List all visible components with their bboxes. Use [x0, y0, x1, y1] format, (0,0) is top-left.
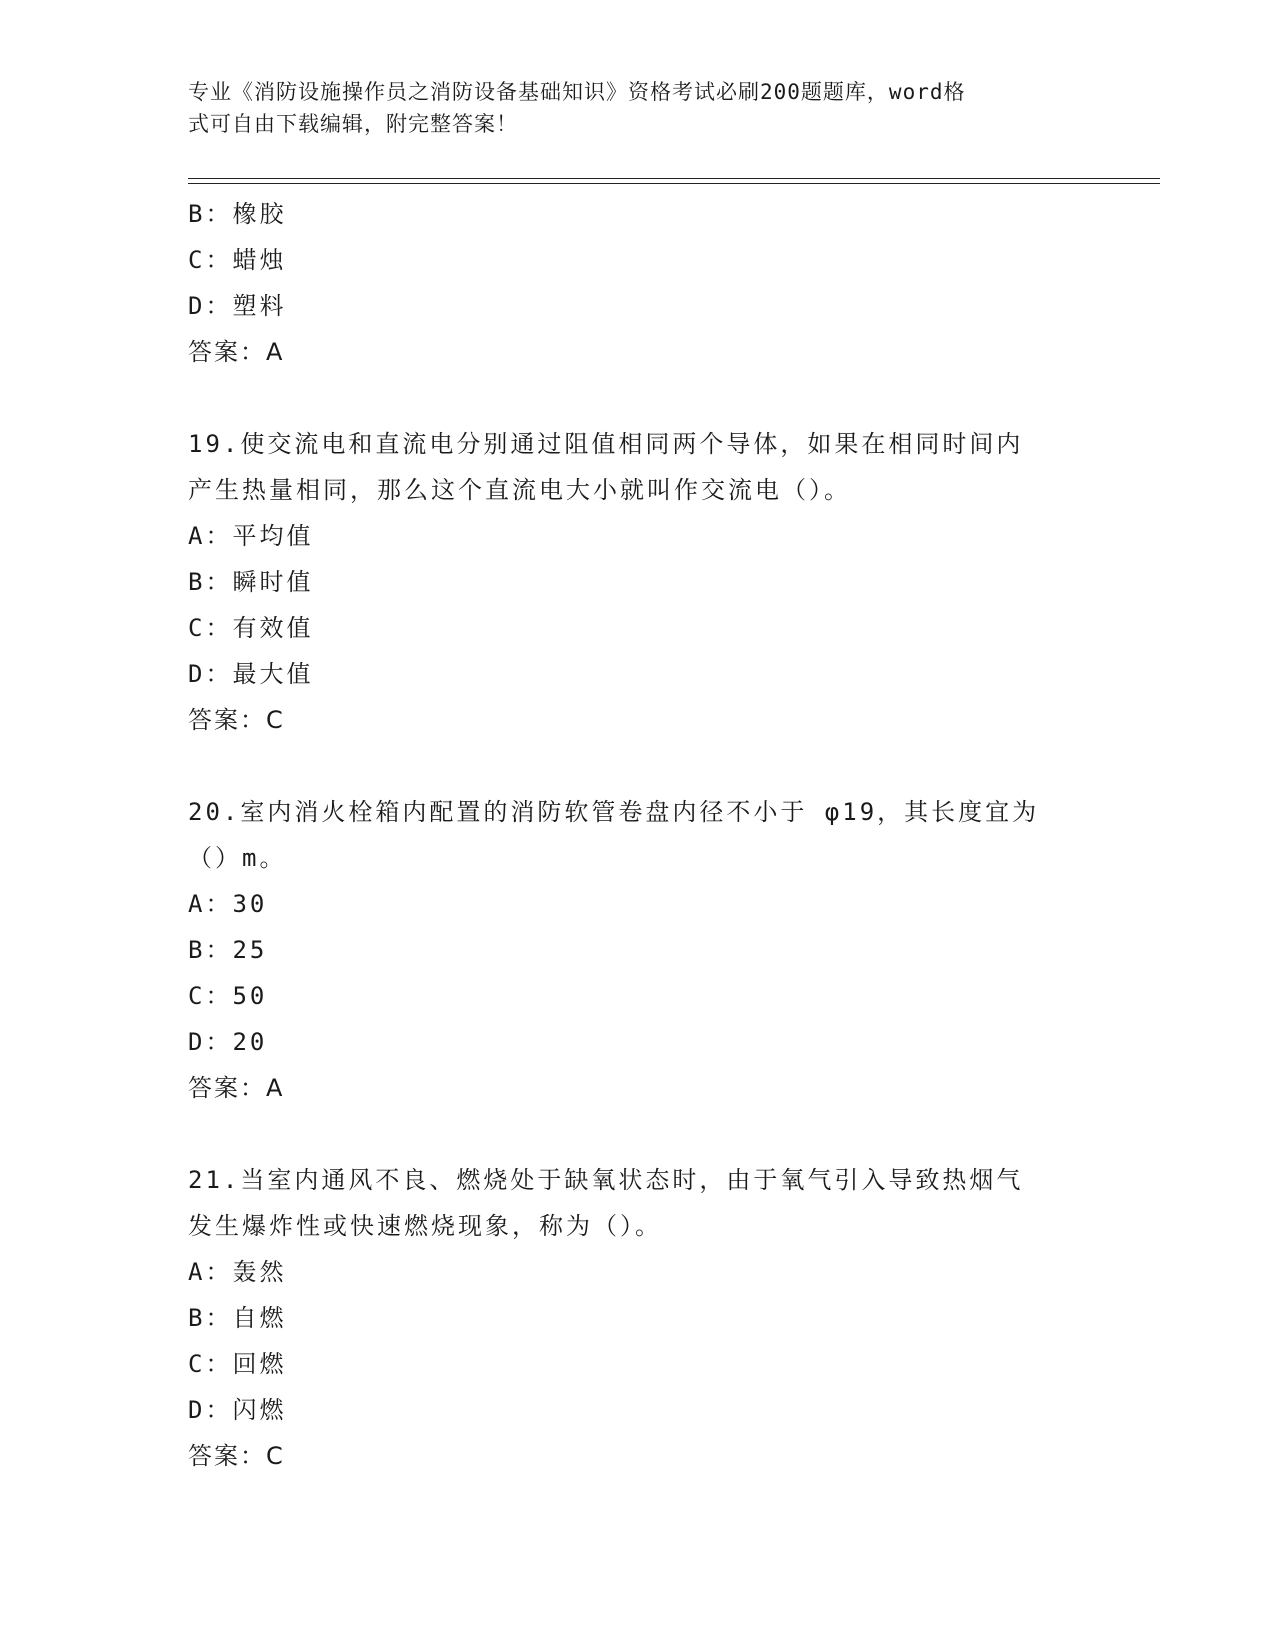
question-list: [188, 191, 1088, 1479]
option-c: C：蜡烛: [188, 246, 287, 274]
question-stem-line-2: 产生热量相同，那么这个直流电大小就叫作交流电（）。: [188, 476, 851, 504]
question-19: [188, 421, 1088, 743]
document-header: [188, 76, 1068, 140]
header-line-1: 专业《消防设施操作员之消防设备基础知识》资格考试必刷200题题库，word格: [188, 80, 966, 104]
spacer: [188, 1111, 1088, 1157]
header-divider-top: [188, 178, 1160, 179]
option-b: B：橡胶: [188, 200, 287, 228]
option-d: D：塑料: [188, 292, 287, 320]
header-divider-bottom: [188, 183, 1160, 184]
option-c: C：50: [188, 982, 268, 1010]
option-a: A：30: [188, 890, 268, 918]
answer-line: 答案：C: [188, 1442, 285, 1470]
option-a: A：平均值: [188, 522, 314, 550]
answer-line: 答案：A: [188, 1074, 285, 1102]
option-a: A：轰然: [188, 1258, 287, 1286]
question-20: [188, 789, 1088, 1111]
question-stem-line-2: （）m。: [188, 844, 287, 872]
option-b: B：25: [188, 936, 268, 964]
question-stem-line-1: 20.室内消火栓箱内配置的消防软管卷盘内径不小于 φ19，其长度宜为: [188, 798, 1040, 826]
option-b: B：瞬时值: [188, 568, 314, 596]
answer-line: 答案：A: [188, 338, 285, 366]
option-d: D：最大值: [188, 660, 314, 688]
question-stem-line-1: 21.当室内通风不良、燃烧处于缺氧状态时，由于氧气引入导致热烟气: [188, 1166, 1024, 1194]
option-c: C：有效值: [188, 614, 314, 642]
question-stem-line-1: 19.使交流电和直流电分别通过阻值相同两个导体，如果在相同时间内: [188, 430, 1024, 458]
spacer: [188, 743, 1088, 789]
option-c: C：回燃: [188, 1350, 287, 1378]
spacer: [188, 375, 1088, 421]
option-d: D：20: [188, 1028, 268, 1056]
question-18-continued: [188, 191, 1088, 375]
header-line-2: 式可自由下载编辑，附完整答案！: [188, 112, 518, 136]
option-b: B：自燃: [188, 1304, 287, 1332]
answer-line: 答案：C: [188, 706, 285, 734]
question-stem-line-2: 发生爆炸性或快速燃烧现象，称为（）。: [188, 1212, 662, 1240]
question-21: [188, 1157, 1088, 1479]
option-d: D：闪燃: [188, 1396, 287, 1424]
